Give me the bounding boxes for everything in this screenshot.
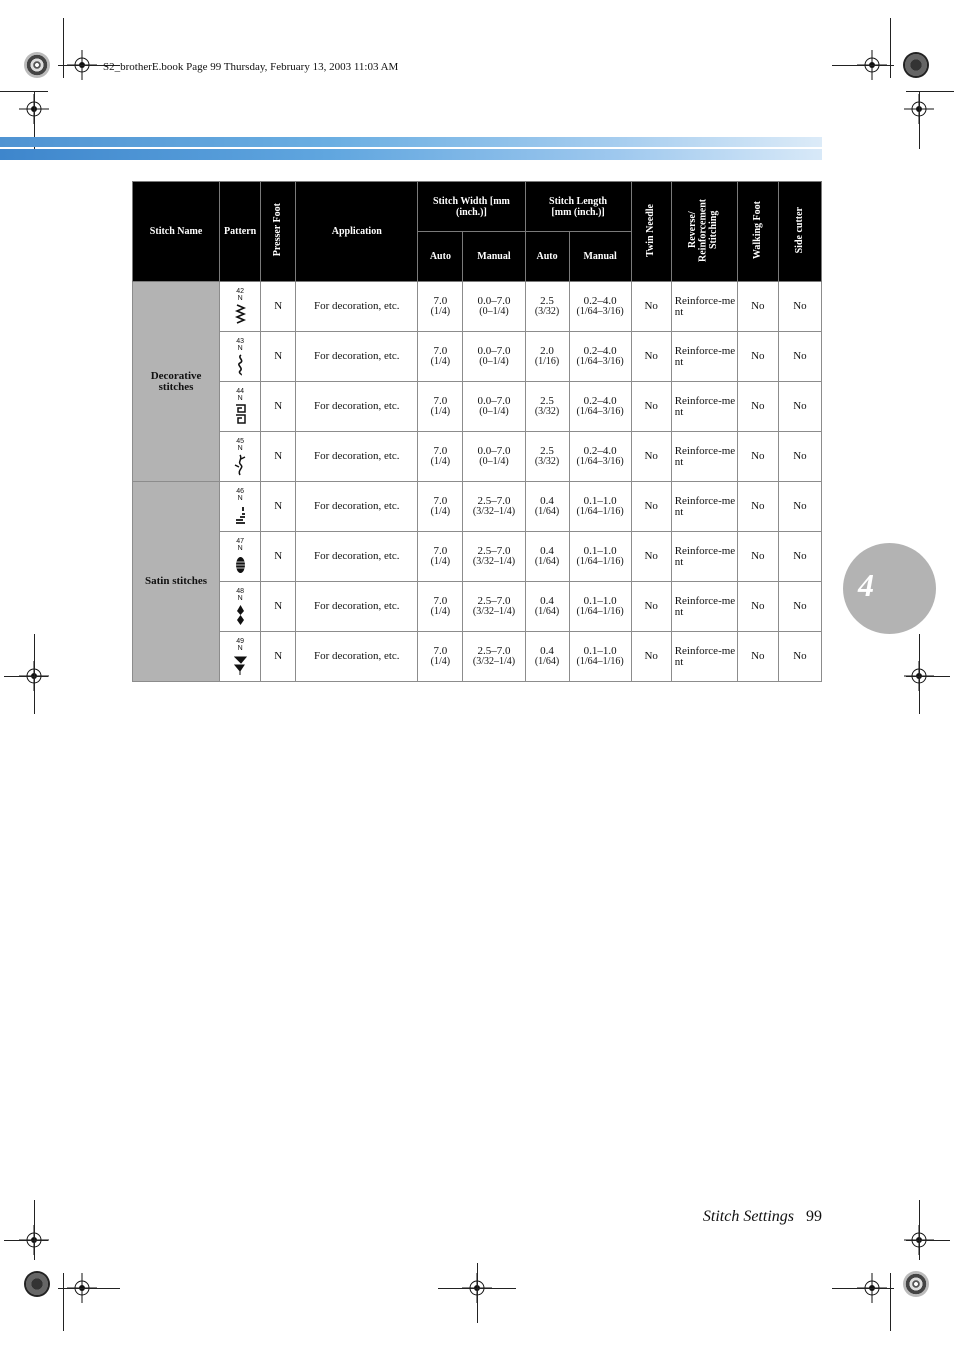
walking-foot-cell: No <box>737 582 778 632</box>
header-stitch-length: Stitch Length [mm (inch.)] <box>525 182 631 232</box>
twin-needle-cell: No <box>631 532 671 582</box>
length-manual-cell: 0.1–1.0 (1/64–1/16) <box>569 532 631 582</box>
pattern-foot-code: N <box>237 294 243 302</box>
reverse-cell: Reinforce-ment <box>671 282 737 332</box>
presser-foot-cell: N <box>261 432 296 482</box>
application-cell: For decoration, etc. <box>296 532 418 582</box>
pattern-number: 46 <box>236 487 245 495</box>
header-band <box>0 149 822 160</box>
crop-line <box>438 1288 516 1289</box>
zigzag-stitch-icon <box>234 303 247 326</box>
color-rosette-top-left <box>24 52 50 78</box>
crop-line <box>832 65 894 66</box>
crop-line <box>63 18 64 78</box>
table-row <box>133 632 822 682</box>
side-cutter-cell: No <box>778 432 821 482</box>
header-stitch-name: Stitch Name <box>133 182 220 282</box>
color-rosette-top-right <box>903 52 929 78</box>
pattern-foot-code: N <box>237 344 243 352</box>
pattern-number: 49 <box>236 637 245 645</box>
pattern-cell <box>220 432 261 482</box>
pattern-number: 47 <box>236 537 245 545</box>
crop-line <box>477 1263 478 1323</box>
pattern-foot-code: N <box>237 544 243 552</box>
pattern-number: 44 <box>236 387 245 395</box>
crop-line <box>890 1273 891 1331</box>
walking-foot-cell: No <box>737 382 778 432</box>
header-stitch-width: Stitch Width [mm (inch.)] <box>418 182 525 232</box>
presser-foot-cell: N <box>261 532 296 582</box>
page-number: 99 <box>806 1208 822 1225</box>
twin-needle-cell: No <box>631 432 671 482</box>
application-cell: For decoration, etc. <box>296 332 418 382</box>
table-row <box>133 582 822 632</box>
page-footer <box>703 1208 822 1226</box>
width-auto-cell: 7.0 (1/4) <box>418 282 463 332</box>
vine-stitch-icon <box>234 453 247 476</box>
pattern-foot-code: N <box>237 594 243 602</box>
length-manual-cell: 0.2–4.0 (1/64–3/16) <box>569 282 631 332</box>
application-cell: For decoration, etc. <box>296 632 418 682</box>
header-width-auto: Auto <box>418 232 463 282</box>
header-length-auto: Auto <box>525 232 569 282</box>
crop-line <box>906 1240 950 1241</box>
length-auto-cell: 2.5 (3/32) <box>525 382 569 432</box>
table-row <box>133 382 822 432</box>
reverse-cell: Reinforce-ment <box>671 482 737 532</box>
header-application: Application <box>296 182 418 282</box>
pattern-number: 43 <box>236 337 245 345</box>
reverse-cell: Reinforce-ment <box>671 632 737 682</box>
greek-key-stitch-icon <box>234 403 247 426</box>
presser-foot-cell: N <box>261 582 296 632</box>
length-auto-cell: 0.4 (1/64) <box>525 532 569 582</box>
twin-needle-cell: No <box>631 482 671 532</box>
length-manual-cell: 0.2–4.0 (1/64–3/16) <box>569 332 631 382</box>
reverse-cell: Reinforce-ment <box>671 432 737 482</box>
side-cutter-cell: No <box>778 632 821 682</box>
crop-line <box>919 634 920 714</box>
pattern-foot-code: N <box>237 394 243 402</box>
table-row <box>133 482 822 532</box>
width-auto-cell: 7.0 (1/4) <box>418 482 463 532</box>
application-cell: For decoration, etc. <box>296 582 418 632</box>
width-manual-cell: 2.5–7.0 (3/32–1/4) <box>463 532 525 582</box>
length-auto-cell: 2.5 (3/32) <box>525 432 569 482</box>
table-row <box>133 532 822 582</box>
side-cutter-cell: No <box>778 382 821 432</box>
side-cutter-cell: No <box>778 582 821 632</box>
width-auto-cell: 7.0 (1/4) <box>418 532 463 582</box>
pattern-foot-code: N <box>237 444 243 452</box>
pattern-cell <box>220 482 261 532</box>
side-cutter-cell: No <box>778 532 821 582</box>
walking-foot-cell: No <box>737 432 778 482</box>
header-twin-needle: Twin Needle <box>631 182 671 282</box>
walking-foot-cell: No <box>737 532 778 582</box>
length-manual-cell: 0.1–1.0 (1/64–1/16) <box>569 582 631 632</box>
crop-line <box>63 1273 64 1331</box>
table-row <box>133 332 822 382</box>
application-cell: For decoration, etc. <box>296 282 418 332</box>
crop-line <box>4 676 48 677</box>
width-manual-cell: 0.0–7.0 (0–1/4) <box>463 332 525 382</box>
pattern-cell <box>220 282 261 332</box>
crop-line <box>34 634 35 714</box>
width-auto-cell: 7.0 (1/4) <box>418 432 463 482</box>
pattern-number: 45 <box>236 437 245 445</box>
header-presser-foot: Presser Foot <box>261 182 296 282</box>
scroll-stitch-icon <box>234 353 247 376</box>
color-rosette-bottom-right <box>903 1271 929 1297</box>
length-auto-cell: 0.4 (1/64) <box>525 582 569 632</box>
application-cell: For decoration, etc. <box>296 432 418 482</box>
length-auto-cell: 2.0 (1/16) <box>525 332 569 382</box>
crop-line <box>0 91 48 92</box>
pattern-number: 48 <box>236 587 245 595</box>
pattern-cell <box>220 632 261 682</box>
length-auto-cell: 2.5 (3/32) <box>525 282 569 332</box>
crop-line <box>919 91 920 149</box>
header-side-cutter: Side cutter <box>778 182 821 282</box>
length-manual-cell: 0.2–4.0 (1/64–3/16) <box>569 382 631 432</box>
twin-needle-cell: No <box>631 632 671 682</box>
twin-needle-cell: No <box>631 332 671 382</box>
reverse-cell: Reinforce-ment <box>671 382 737 432</box>
application-cell: For decoration, etc. <box>296 482 418 532</box>
length-auto-cell: 0.4 (1/64) <box>525 632 569 682</box>
stitch-group-name: Decorative stitches <box>133 282 220 482</box>
crop-line <box>4 1240 48 1241</box>
width-manual-cell: 0.0–7.0 (0–1/4) <box>463 432 525 482</box>
length-manual-cell: 0.2–4.0 (1/64–3/16) <box>569 432 631 482</box>
reverse-cell: Reinforce-ment <box>671 582 737 632</box>
width-auto-cell: 7.0 (1/4) <box>418 582 463 632</box>
pattern-cell <box>220 582 261 632</box>
twin-needle-cell: No <box>631 582 671 632</box>
walking-foot-cell: No <box>737 282 778 332</box>
satin-diamond-stitch-icon <box>234 603 247 626</box>
crop-line <box>58 1288 120 1289</box>
length-manual-cell: 0.1–1.0 (1/64–1/16) <box>569 632 631 682</box>
length-manual-cell: 0.1–1.0 (1/64–1/16) <box>569 482 631 532</box>
reverse-cell: Reinforce-ment <box>671 532 737 582</box>
pattern-cell <box>220 532 261 582</box>
header-band <box>0 137 822 147</box>
walking-foot-cell: No <box>737 482 778 532</box>
crop-line <box>906 676 950 677</box>
footer-title: Stitch Settings <box>702 1208 794 1225</box>
header-length-manual: Manual <box>569 232 631 282</box>
width-auto-cell: 7.0 (1/4) <box>418 632 463 682</box>
width-manual-cell: 0.0–7.0 (0–1/4) <box>463 282 525 332</box>
chapter-tab <box>843 543 936 634</box>
width-manual-cell: 2.5–7.0 (3/32–1/4) <box>463 632 525 682</box>
crop-line <box>832 1288 894 1289</box>
width-manual-cell: 0.0–7.0 (0–1/4) <box>463 382 525 432</box>
application-cell: For decoration, etc. <box>296 382 418 432</box>
table-row <box>133 432 822 482</box>
print-slug: S2_brotherE.book Page 99 Thursday, February 13, 2003 11:03 AM <box>103 61 399 73</box>
side-cutter-cell: No <box>778 282 821 332</box>
chapter-number: 4 <box>858 567 874 603</box>
presser-foot-cell: N <box>261 332 296 382</box>
walking-foot-cell: No <box>737 332 778 382</box>
color-rosette-bottom-left <box>24 1271 50 1297</box>
satin-triangle-stitch-icon <box>234 653 247 676</box>
pattern-cell <box>220 332 261 382</box>
width-auto-cell: 7.0 (1/4) <box>418 382 463 432</box>
width-auto-cell: 7.0 (1/4) <box>418 332 463 382</box>
stitch-group-name: Satin stitches <box>133 482 220 682</box>
header-pattern: Pattern <box>220 182 261 282</box>
presser-foot-cell: N <box>261 382 296 432</box>
pattern-foot-code: N <box>237 494 243 502</box>
crop-line <box>34 1200 35 1260</box>
satin-oval-stitch-icon <box>234 553 247 576</box>
presser-foot-cell: N <box>261 282 296 332</box>
presser-foot-cell: N <box>261 482 296 532</box>
reverse-cell: Reinforce-ment <box>671 332 737 382</box>
header-width-manual: Manual <box>463 232 525 282</box>
header-walking-foot: Walking Foot <box>737 182 778 282</box>
walking-foot-cell: No <box>737 632 778 682</box>
pattern-foot-code: N <box>237 644 243 652</box>
twin-needle-cell: No <box>631 382 671 432</box>
width-manual-cell: 2.5–7.0 (3/32–1/4) <box>463 582 525 632</box>
header-reverse-reinforcement: Reverse/ Reinforcement Stitching <box>671 182 737 282</box>
side-cutter-cell: No <box>778 332 821 382</box>
twin-needle-cell: No <box>631 282 671 332</box>
table-row <box>133 282 822 332</box>
presser-foot-cell: N <box>261 632 296 682</box>
crop-line <box>919 1200 920 1260</box>
crop-line <box>890 18 891 78</box>
satin-step-stitch-icon <box>234 503 247 526</box>
stitch-settings-table <box>132 181 822 682</box>
length-auto-cell: 0.4 (1/64) <box>525 482 569 532</box>
width-manual-cell: 2.5–7.0 (3/32–1/4) <box>463 482 525 532</box>
pattern-cell <box>220 382 261 432</box>
crop-line <box>906 91 954 92</box>
pattern-number: 42 <box>236 287 245 295</box>
side-cutter-cell: No <box>778 482 821 532</box>
